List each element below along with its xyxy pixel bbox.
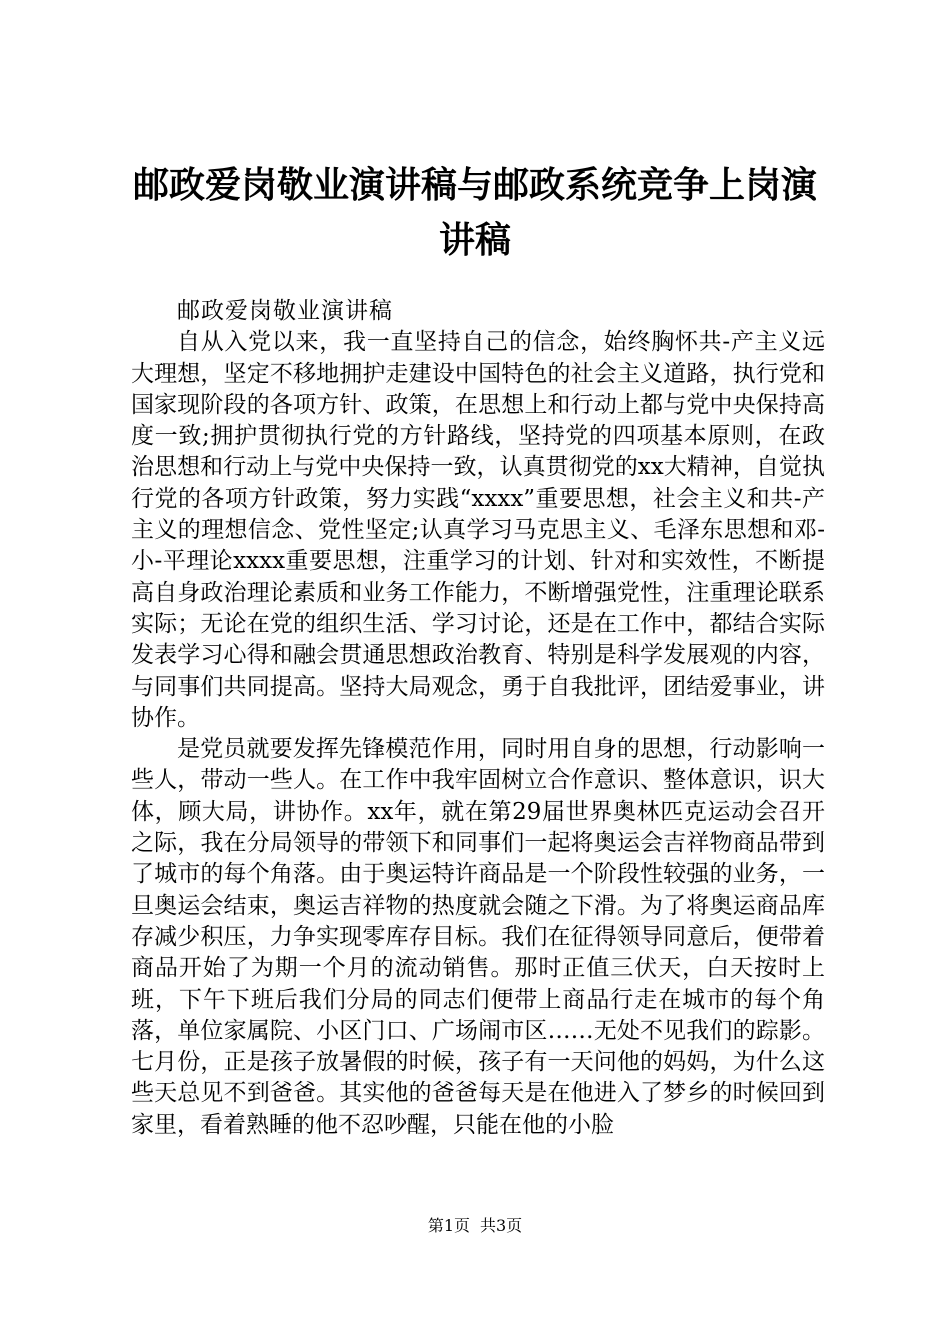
document-body (131, 296, 825, 1141)
section-subtitle: 邮政爱岗敬业演讲稿 (177, 298, 393, 324)
paragraph-2: 是党员就要发挥先锋模范作用，同时用自身的思想，行动影响一些人，带动一些人。在工作中我牢固树立合作意识、整体意识，识大体，顾大局，讲协作。xx年，就在第29届世界奥林匹克运动会召开之际，我在分局领导的带领下和同事们一起将奥运会吉祥物商品带到了城市的每个角落。由于奥运特许商品是一个阶段性较强的业务，一旦奥运会结束，奥运吉祥物的热度就会随之下滑。为了将奥运商品库存减少积压，力争实现零库存目标。我们在征得领导同意后，便带着商品开始了为期一个月的流动销售。那时正值三伏天，白天按时上班，下午下班后我们分局的同志们便带上商品行走在城市的每个角落，单位家属院、小区门口、广场闹市区……无处不见我们的踪影。七月份，正是孩子放暑假的时候，孩子有一天问他的妈妈，为什么这些天总见不到爸爸。其实他的爸爸每天是在他进入了梦乡的时候回到家里，看着熟睡的他不忍吵醒，只能在他的小脸 (131, 736, 825, 1138)
page-title: 邮政爱岗敬业演讲稿与邮政系统竞争上岗演讲稿 (132, 165, 817, 261)
page-total: 共3页 (480, 1216, 523, 1235)
page-number: 第1页 (427, 1216, 470, 1235)
page-footer (0, 1216, 950, 1236)
paragraph-1: 自从入党以来，我一直坚持自己的信念，始终胸怀共-产主义远大理想，坚定不移地拥护走建设中国特色的社会主义道路，执行党和国家现阶段的各项方针、政策，在思想上和行动上都与党中央保持高度一致;拥护贯彻执行党的方针路线，坚持党的四项基本原则，在政治思想和行动上与党中央保持一致，认真贯彻党的xx大精神，自觉执行党的各项方针政策，努力实践“xxxx”重要思想，社会主义和共-产主义的理想信念、党性坚定;认真学习马克思主义、毛泽东思想和邓-小-平理论xxxx重要思想，注重学习的计划、针对和实效性，不断提高自身政治理论素质和业务工作能力，不断增强党性，注重理论联系实际；无论在党的组织生活、学习讨论，还是在工作中，都结合实际发表学习心得和融会贯通思想政治教育、特别是科学发展观的内容，与同事们共同提高。坚持大局观念，勇于自我批评，团结爱事业，讲协作。 (131, 329, 825, 731)
